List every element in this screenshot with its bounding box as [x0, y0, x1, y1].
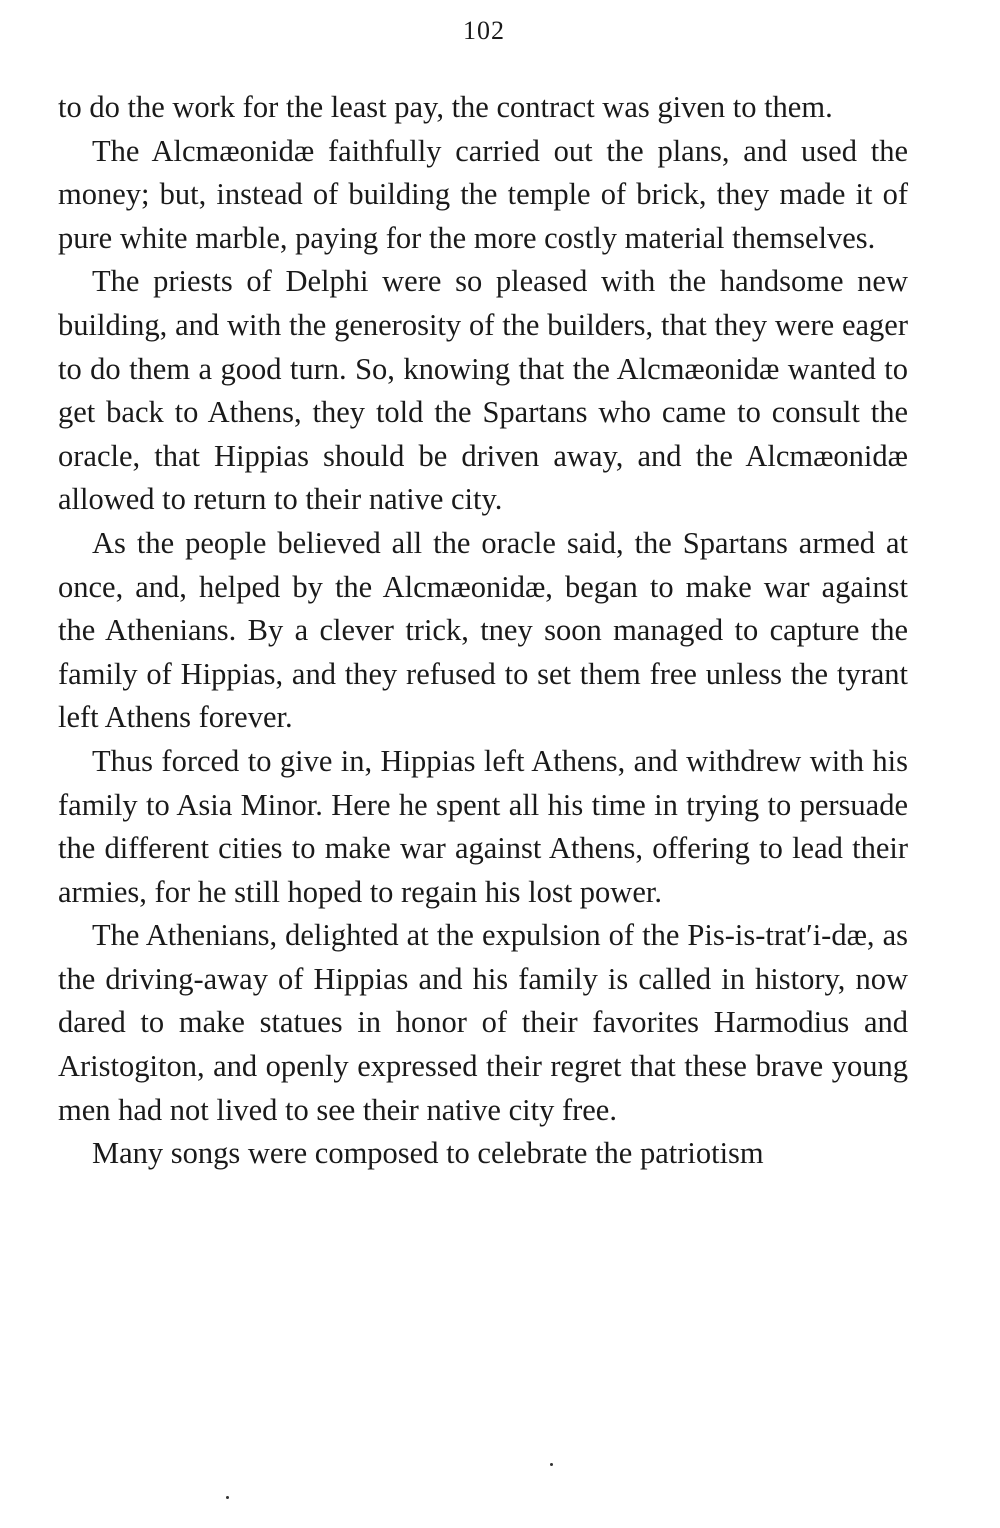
paragraph: As the people believed all the oracle said, the Spartans armed at once, and, helped by the Alcmæonidæ, began to make war against the Athenians. By a clever trick, tney soon managed to capture the family of Hippias, and they refused to set them free unless the tyrant left Athens forever.: [58, 525, 908, 735]
body-text: [58, 86, 908, 1176]
scan-speck: [226, 1496, 229, 1499]
paragraph: Thus forced to give in, Hippias left Athens, and withdrew with his family to Asia Minor. Here he spent all his time in trying to persuade the different cities to make war against Athens, offering to lead their armies, for he still hoped to regain his lost power.: [58, 743, 908, 909]
page-number: 102: [463, 16, 505, 45]
paragraph: Many songs were composed to celebrate the patriotism: [92, 1136, 764, 1171]
paragraph: The Athenians, delighted at the expulsion of the Pis-is-trat′i-dæ, as the driving-away of Hippias and his family is called in history, now dared to make statues in honor of their favorites Harmodius and Aristogiton, and openly expressed their regret that these brave young men had not lived to see their native city free.: [58, 918, 908, 1127]
paragraph: to do the work for the least pay, the contract was given to them.: [58, 90, 833, 124]
paragraph: The priests of Delphi were so pleased with the handsome new building, and with the generosity of the builders, that they were eager to do them a good turn. So, knowing that the Alcmæonidæ wanted to get back to Athens, they told the Spartans who came to consult the oracle, that Hippias should be driven away, and the Alcmæonidæ allowed to return to their native city.: [58, 264, 908, 517]
scan-speck: [550, 1463, 553, 1466]
paragraph: The Alcmæonidæ faithfully carried out the plans, and used the money; but, instead of building the temple of brick, they made it of pure white marble, paying for the more costly material themselves.: [58, 133, 908, 255]
